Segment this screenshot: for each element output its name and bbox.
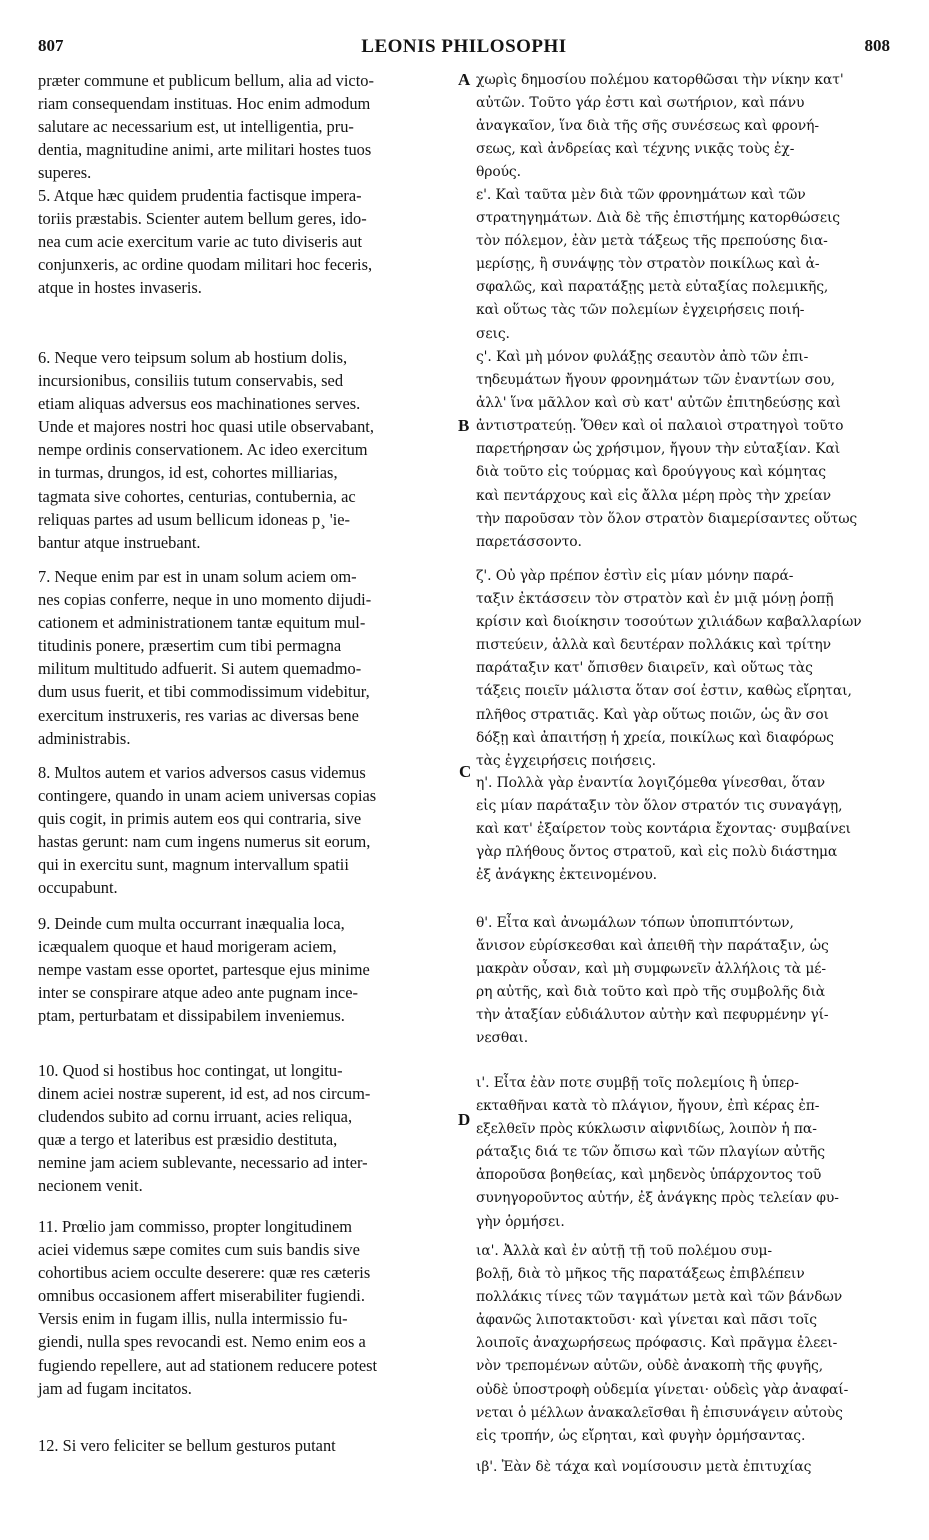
greek-paragraph-12-start: ιβ'. Ἐὰν δὲ τάχα καὶ νομίσουσιν μετὰ ἐπιτυχίας [476,1459,812,1475]
greek-paragraph-9: θ'. Εἶτα καὶ ἀνωμάλων τόπων ὑποπιπτόντων, ἄνισον εὑρίσκεσθαι καὶ ἀπειθῆ τὴν παράταξιν, ὡς μακρὰν οὖσαν, καὶ μὴ συμφωνεῖν ἀλλήλοις τὰ μέ- ρη αὐτῆς, καὶ διὰ τοῦτο καὶ πρὸ τῆς συμβολῆς διὰ τὴν ἀταξίαν εὐδιάλυτον αὐτὴν καὶ πεφυρμένην γί- νεσθαι. [476,915,829,1047]
margin-marker-b: B [458,416,470,435]
right-column-number: 808 [864,36,890,55]
greek-paragraph-10: ι'. Εἶτα ἐὰν ποτε συμβῇ τοῖς πολεμίοις ἢ ὑπερ- εκταθῆναι κατὰ τὸ πλάγιον, ἤγουν, ἐπὶ κέρας ἐπ- εξελθεῖν πρὸς κύκλωσιν αἰφνιδίως, λοιπὸν ἡ πα- ράταξις διά τε τῶν ὄπισω καὶ τῶν πλαγίων αὐτῆς ἀποροῦσα βοηθείας, καὶ μηδενὸς ὑπάρχοντος τοῦ συνηγοροῦντος αὐτήν, ἐξ ἀνάγκης πρὸς τελείαν φυ- γὴν ὁρμήσει. [476,1075,839,1230]
latin-paragraph-7: 7. Neque enim par est in unam solum aciem om- nes copias conferre, neque in uno momento dijudi- cationem et administrationem tantæ equitum mul- titudinis ponere, præsertim cum tibi permagna militum multitudo adfuerit. Si autem quemadmo- dum usus fuerit, et tibi commodissimum videbitur, exercitum instruxeris, res varias ac diversas bene administrabis. [38,567,372,748]
latin-paragraph-8: 8. Multos autem et varios adversos casus videmus contingere, quando in unam aciem universas copias quis cogit, in primis autem eos qui contraria, sive hastas gerunt: nam cum ingens numerus sit eorum, qui in exercitu sunt, magnum intervallum spatii occupabunt. [38,763,377,898]
greek-paragraph-6: ς'. Καὶ μὴ μόνον φυλάξῃς σεαυτὸν ἀπὸ τῶν ἐπι- τηδευμάτων ἤγουν φρονημάτων τῶν ἐναντίων σου, ἀλλ' ἵνα μᾶλλον καὶ σὺ κατ' αὐτῶν ἐπιτηδεύσῃς καὶ ἀντιστρατεύῃ. Ὅθεν καὶ οἱ παλαιοὶ στρατηγοὶ τοῦτο παρετήρησαν ὡς χρήσιμον, ἤγουν τὴν εὐταξίαν. Καὶ διὰ τοῦτο εἰς τούρμας καὶ δρούγγους καὶ κόμητας καὶ πεντάρχους καὶ εἰς ἄλλα μέρη πρὸς τὴν χρείαν τὴν παροῦσαν τὸν ὅλον στρατὸν διαμερίσαντες οὕτως παρετάσσοντο. [476,349,858,550]
margin-marker-a: A [458,70,471,89]
page-header [38,36,890,62]
latin-paragraph-4-end: præter commune et publicum bellum, alia ad victo- riam consequendam instituas. Hoc enim admodum salutare ac necessarium est, ut intelligentia, pru- dentia, magnitudine animi, arte militari hostes tuos superes. [38,71,374,183]
greek-paragraph-5: ε'. Καὶ ταῦτα μὲν διὰ τῶν φρονημάτων καὶ τῶν στρατηγημάτων. Διὰ δὲ τῆς ἐπιστήμης κατορθώσεις τὸν πόλεμον, ἐὰν μετὰ τάξεως τῆς πρεπούσης δια- μερίσῃς, ἢ συνάψῃς τὸν στρατὸν ποικίλως καὶ ἀ- σφαλῶς, καὶ παρατάξῃς μετὰ εὐταξίας πολεμικῆς, καὶ οὕτως τὰς τῶν πολεμίων ἐγχειρήσεις ποιή- σεις. [476,187,840,342]
latin-paragraph-9: 9. Deinde cum multa occurrant inæqualia loca, icæqualem quoque et haud morigeram aciem, nempe vastam esse oportet, partesque ejus minime inter se conspirare atque adeo ante pugnam ince- ptam, perturbatam et dissipabilem inveniemus. [38,914,370,1026]
greek-paragraph-11: ια'. Ἀλλὰ καὶ ἐν αὐτῇ τῇ τοῦ πολέμου συμ- βολῇ, διὰ τὸ μῆκος τῆς παρατάξεως ἐπιβλέπειν πολλάκις τίνες τῶν ταγμάτων μετὰ καὶ τῶν βάνδων ἀφανῶς λιποτακτοῦσι· καὶ γίνεται καὶ πᾶσι τοῖς λοιποῖς ἀναχωρήσεως πρόφασις. Καὶ πρᾶγμα ἐλεει- νὸν τρεπομένων αὐτῶν, οὐδὲ ἀνακοπὴ τῆς φυγῆς, οὐδὲ ὑποστροφὴ οὐδεμία γίνεται· οὐδεὶς γὰρ ἀναφαί- νεται ὁ μέλλων ἀνακαλεῖσθαι ἢ ἐπισυνάγειν αὐτοὺς εἰς τροπήν, ὡς εἴρηται, καὶ φυγὴν ὁρμήσαντας. [476,1243,849,1444]
latin-paragraph-5: 5. Atque hæc quidem prudentia factisque impera- toriis præstabis. Scienter autem bellum geres, ido- nea cum acie exercitum varie ac tuto diviseris aut conjunxeris, ac ordine quodam militari hoc feceris, atque in hostes invaseris. [38,186,373,298]
greek-paragraph-4-end: χωρὶς δημοσίου πολέμου κατορθῶσαι τὴν νίκην κατ' αὐτῶν. Τοῦτο γάρ ἐστι καὶ σωτήριον, καὶ πάνυ ἀναγκαῖον, ἵνα διὰ τῆς σῆς συνέσεως καὶ φρονή- σεως, καὶ ἀνδρείας καὶ τέχνης νικᾷς τοὺς ἐχ- θρούς. [476,72,844,181]
latin-paragraph-12-start: 12. Si vero feliciter se bellum gesturos putant [38,1436,336,1455]
left-column-number: 807 [38,36,64,55]
greek-paragraph-8: η'. Πολλὰ γὰρ ἐναντία λογιζόμεθα γίνεσθαι, ὅταν εἰς μίαν παράταξιν τὸν ὅλον στρατόν τις συναγάγῃ, καὶ κατ' ἐξαίρετον τοὺς κοντάρια ἔχοντας· συμβαίνει γὰρ πλήθους ὄντος στρατοῦ, καὶ εἰς πολὺ διάστημα ἐξ ἀνάγκης ἐκτεινομένου. [476,775,851,884]
latin-paragraph-6: 6. Neque vero teipsum solum ab hostium dolis, incursionibus, consiliis tutum conservabis, sed etiam aliquas adversus eos machinationes serves. Unde et majores nostri hoc quasi utile observabant, nempe ordinis conservationem. Ac ideo exercitum in turmas, drungos, id est, cohortes milliarias, tagmata sive cohortes, centurias, contubernia, ac reliquas partes ad usum bellicum idoneas p¸ 'ie- bantur atque instruebant. [38,348,374,552]
latin-paragraph-11: 11. Prœlio jam commisso, propter longitudinem aciei videmus sæpe comites cum suis bandis sive cohortibus aciem occulte deserere: quæ res cæteris omnibus occasionem affert miserabiliter fugiendi. Versis enim in fugam illis, nulla intermissio fu- giendi, nulla spes revocandi est. Nemo enim eos a fugiendo repellere, aut ad stationem reducere potest jam ad fugam incitatos. [38,1217,378,1398]
running-title: LEONIS PHILOSOPHI [361,36,567,57]
margin-marker-d: D [458,1110,471,1129]
greek-paragraph-7: ζ'. Οὐ γὰρ πρέπον ἐστὶν εἰς μίαν μόνην παρά- ταξιν ἐκτάσσειν τὸν στρατὸν καὶ ἐν μιᾷ μόνῃ ῥοπῇ κρίσιν καὶ διοίκησιν τοσούτων χιλιάδων καβαλλαρίων πιστεύειν, ἀλλὰ καὶ δευτέραν πολλάκις καὶ τρίτην παράταξιν κατ' ὄπισθεν διαιρεῖν, καὶ οὕτως τὰς τάξεις ποιεῖν μάλιστα ὅταν σοί ἐστιν, καθὼς εἴρηται, πλῆθος στρατιᾶς. Καὶ γὰρ οὕτως ποιῶν, ὡς ἂν σοι δόξῃ καὶ ἀπαιτήσῃ ἡ χρεία, ποικίλως καὶ διαφόρως τὰς ἐγχειρήσεις ποιήσεις. [476,568,862,769]
margin-marker-c: C [459,762,472,781]
latin-paragraph-10: 10. Quod si hostibus hoc contingat, ut longitu- dinem aciei nostræ superent, id est, ad nos circum- cludendos subito ad cornu irruant, acies reliqua, quæ a tergo et lateribus est præsidio destituta, nemine jam aciem sublevante, necessario ad inter- necionem venit. [38,1061,371,1196]
